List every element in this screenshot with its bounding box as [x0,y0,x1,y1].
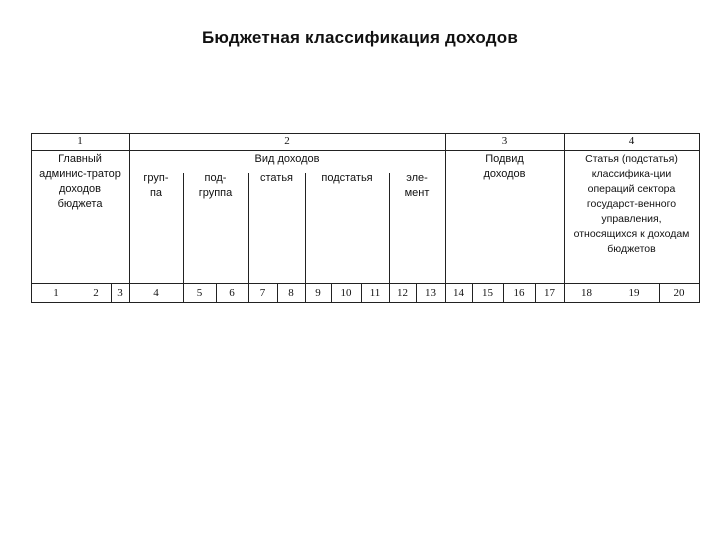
digit-cell: 6 [229,287,235,299]
digit-cell: 18 [581,287,592,299]
digit-cell: 1 [53,287,59,299]
header-podstatya: подстатья [321,172,373,184]
digit-cell: 9 [315,287,321,299]
digit-cell: 4 [153,287,159,299]
header-vid-dohodov: Вид доходов [254,153,320,165]
table-border-right [699,133,700,303]
digit-cell: 17 [544,287,555,299]
digit-cell: 8 [288,287,294,299]
header-main-administrator: Главный админис-тратор доходов бюджета [39,153,121,210]
digit-cell: 7 [259,287,266,299]
digit-cell: 13 [425,287,436,299]
digit-cell: 11 [369,287,381,299]
digit-cell: 14 [453,287,464,299]
header-element: эле- мент [404,172,430,199]
digit-cell: 10 [340,287,352,299]
digit-cell: 15 [482,287,493,299]
statya-podstatya-divider [305,173,306,303]
digit-cell: 20 [673,287,685,299]
digit-cell: 19 [628,287,640,299]
header-kosgu-statya: Статья (подстатья) классифика-ции операций сектора государст-венного управления, относящихся к доходам бюджетов [573,153,690,255]
header-number: 4 [628,135,635,147]
header-podgruppa: под- группа [198,172,233,199]
document-title: Бюджетная классификация доходов [202,28,518,47]
digit-row-divider [31,283,700,284]
header-number: 1 [77,135,83,147]
header-gruppa: груп- па [143,172,169,199]
header-number: 2 [284,135,290,147]
table-border-bottom [31,302,700,303]
budget-classification-table [31,133,700,303]
header-podvid-dohodov: Подвид доходов [483,153,526,180]
digit-cell: 16 [513,287,525,299]
podgruppa-statya-divider [248,173,249,303]
header-statya: статья [259,172,294,184]
header-number: 3 [501,135,508,147]
table-border-top [31,133,700,134]
header-numbers-divider [31,150,700,151]
digit-cell: 3 [117,287,123,299]
digit-cell: 5 [196,287,203,299]
digit-cell: 2 [93,287,99,299]
digit-cell: 12 [397,287,408,299]
